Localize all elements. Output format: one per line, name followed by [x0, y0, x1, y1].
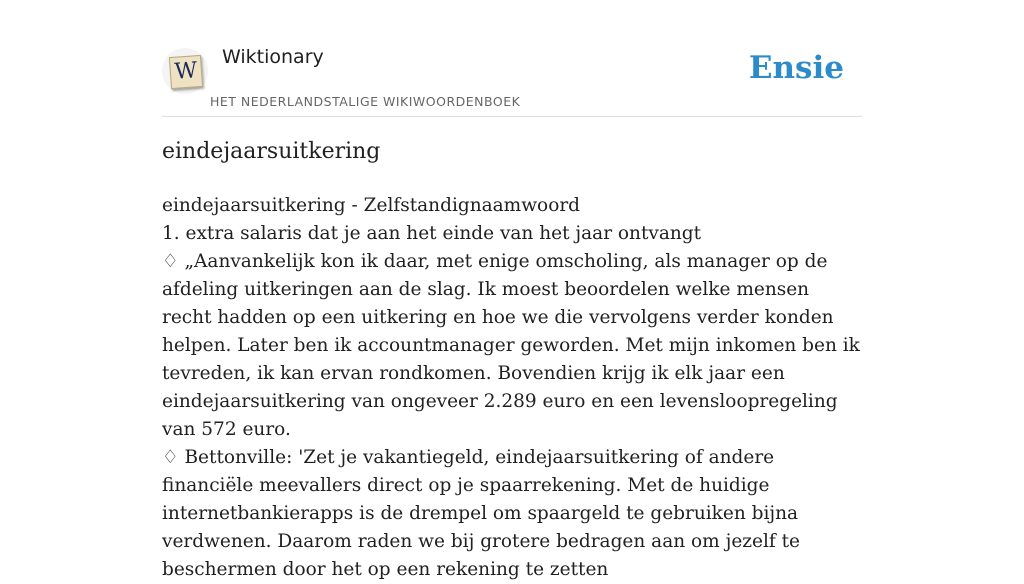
ensie-brand-link[interactable]: Ensie — [748, 50, 844, 86]
example-quote-1: ♢ „Aanvankelijk kon ik daar, met enige omscholing, als manager op de afdeling uitkeringen aan de slag. Ik moest beoordelen welke mensen recht hadden op een uitkering en hoe we die vervolgens verder konden helpen. Later ben ik accountmanager geworden. Met mijn inkomen ben ik tevreden, ik kan ervan rondkomen. Bovendien krijg ik elk jaar een eindejaarsuitkering van ongeveer 2.289 euro en een levensloopregeling van 572 euro. — [162, 251, 860, 440]
wiktionary-logo[interactable] — [162, 48, 208, 94]
entry-definition: 1. extra salaris dat je aan het einde van het jaar ontvangt — [162, 223, 702, 244]
site-header — [162, 44, 862, 117]
site-title[interactable]: Wiktionary — [222, 46, 324, 68]
entry-content — [162, 192, 862, 584]
site-subtitle: HET NEDERLANDSTALIGE WIKIWOORDENBOEK — [210, 94, 521, 109]
logo-tile-icon — [169, 55, 203, 89]
example-quote-2: ♢ Bettonville: 'Zet je vakantiegeld, eindejaarsuitkering of andere financiële meevallers direct op je spaarrekening. Met de huidige internetbankierapps is de drempel om spaargeld te gebruiken bijna verdwenen. Daarom raden we bij grotere bedragen aan om jezelf te beschermen door het op een rekening te zetten — [162, 447, 800, 580]
logo-letter: W — [173, 58, 199, 85]
entry-heading-line: eindejaarsuitkering - Zelfstandignaamwoord — [162, 195, 581, 216]
page-title: eindejaarsuitkering — [162, 139, 381, 164]
